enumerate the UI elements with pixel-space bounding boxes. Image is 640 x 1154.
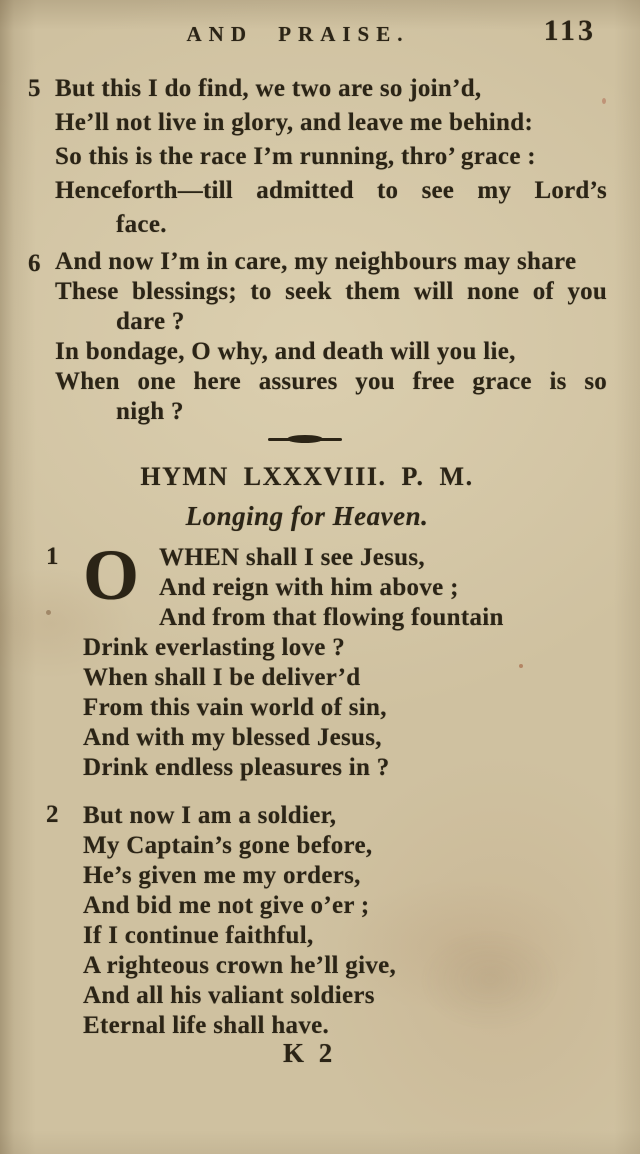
verse-line: He’ll not live in glory, and leave me behind: <box>55 109 534 136</box>
dropcap-letter: O <box>83 535 140 615</box>
verse-line: And bid me not give o’er ; <box>83 892 370 919</box>
verse-number: 6 <box>28 250 41 277</box>
verse-line: But this I do find, we two are so join’d, <box>55 75 482 102</box>
paper-speck <box>519 664 523 668</box>
verse-number: 1 <box>46 543 59 570</box>
running-title: AND PRAISE. <box>186 22 410 46</box>
verse <box>28 247 607 427</box>
paper-speck <box>602 98 606 104</box>
verse-number: 5 <box>28 75 41 102</box>
verse-line: But now I am a soldier, <box>83 802 337 829</box>
verse-line: A righteous crown he’ll give, <box>83 952 397 979</box>
verse-line: From this vain world of sin, <box>83 694 387 721</box>
verse-line: WHEN shall I see Jesus, <box>159 544 425 571</box>
verse-line: He’s given me my orders, <box>83 862 361 889</box>
verse-line: Drink endless pleasures in ? <box>83 754 390 781</box>
verse-number: 2 <box>46 801 59 828</box>
verse <box>46 535 635 783</box>
verse-line: My Captain’s gone before, <box>83 832 373 859</box>
verse-line: nigh ? <box>116 398 184 425</box>
verse-line: And with my blessed Jesus, <box>83 724 382 751</box>
verse-line: These blessings; to seek them will none of you <box>55 278 607 305</box>
paper-speck <box>46 610 51 615</box>
verse <box>28 72 607 242</box>
verse-line: In bondage, O why, and death will you lie, <box>55 338 516 365</box>
verse-line: Drink everlasting love ? <box>83 634 346 661</box>
section-divider <box>268 434 342 444</box>
verse-line: Eternal life shall have. <box>83 1012 330 1039</box>
verse-line: face. <box>116 211 167 238</box>
verse-line: And all his valiant soldiers <box>83 982 375 1009</box>
verse-line: dare ? <box>116 308 185 335</box>
verse-line: If I continue faithful, <box>83 922 314 949</box>
verse-line: So this is the race I’m running, thro’ grace : <box>55 143 536 170</box>
paper-smudge <box>420 930 560 1030</box>
divider-diamond-icon <box>287 435 323 443</box>
page-number: 113 <box>543 14 596 47</box>
verse-line: When one here assures you free grace is so <box>55 368 607 395</box>
verse-line: And from that flowing fountain <box>159 604 504 631</box>
verse-line: And now I’m in care, my neighbours may share <box>55 248 577 275</box>
signature-mark: K 2 <box>283 1038 337 1068</box>
hymn-heading: HYMN LXXXVIII. P. M. <box>140 462 474 491</box>
hymn-subtitle: Longing for Heaven. <box>185 501 429 531</box>
verse-line: Henceforth—till admitted to see my Lord’s <box>55 177 607 204</box>
verse-line: And reign with him above ; <box>159 574 459 601</box>
verse-line: When shall I be deliver’d <box>83 664 361 691</box>
